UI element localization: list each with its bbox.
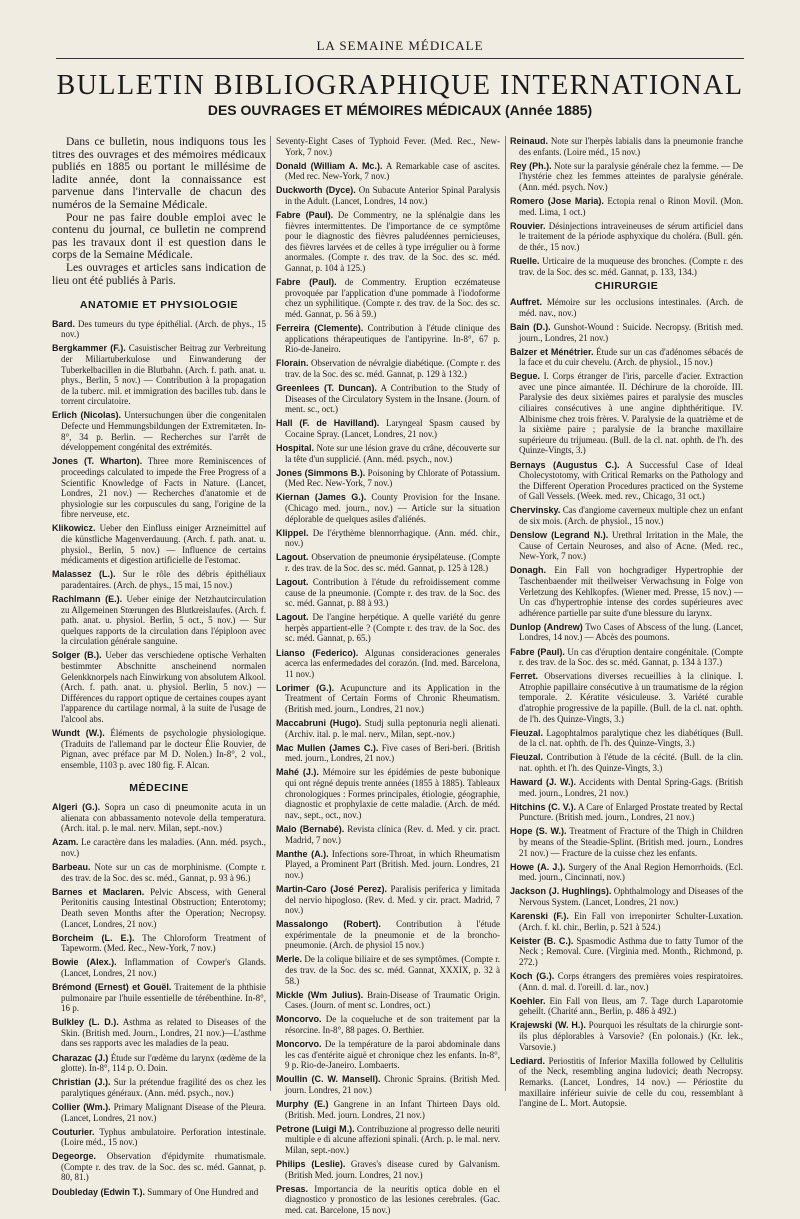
- bibliography-entry: [52, 862, 266, 883]
- entry-author: Lediard.: [510, 1055, 546, 1066]
- entry-author: Malo (Bernabé).: [276, 823, 345, 834]
- entry-text: Ueber den Einfluss einiger Arzneimittel auf die künstliche Magenverdauung. (Arch. f. path. anat. u. physiol., Berlin, 5 nov.) — Influence de certains médicaments et digestion artificielle de l'estomac.: [61, 523, 266, 566]
- bibliography-entry: [276, 468, 500, 489]
- entry-text: Inflammation of Cowper's Glands. (Lancet, Londres, 21 nov.): [61, 957, 266, 978]
- bibliography-entry: [510, 460, 743, 502]
- bibliography-entry: [276, 210, 500, 274]
- entry-author: Krajewski (W. H.).: [510, 1020, 586, 1031]
- bibliography-entry: [276, 1014, 500, 1035]
- bibliography-entry: [510, 371, 743, 456]
- entry-text: Traitement de la phthisie pulmonaire par l'huile essentielle de térébenthine. In-8°, 16 p.: [61, 981, 266, 1014]
- entry-author: Chervinsky.: [510, 505, 561, 516]
- entry-text: Asthma as related to Diseases of the Skin. (British med. Journ., Londres, 21 nov.)—L'asthme dans ses rapports avec les maladies de la peau.: [61, 1017, 266, 1049]
- bibliography-entry: [510, 565, 743, 618]
- entry-author: Romero (Jose Maria).: [510, 195, 604, 206]
- entry-author: Rey (Ph.).: [510, 160, 552, 171]
- bibliography-entry: [510, 862, 743, 883]
- bibliography-entry: [276, 443, 500, 464]
- entry-author: Ferret.: [510, 671, 539, 682]
- bibliography-entry: [510, 256, 743, 277]
- bibliography-entry: [52, 982, 266, 1014]
- entry-text: Pourquoi les résultats de la chirurgie sont-ils plus déplorables à Varsovie? (En polonais.) (Kr. lek., Varsovie.): [519, 1020, 743, 1052]
- entry-author: Auffret.: [510, 297, 542, 308]
- bibliography-entry: [52, 933, 266, 954]
- bibliography-entry: [510, 136, 743, 157]
- bibliography-entry: [276, 849, 500, 881]
- entry-text: Étude sur un cas d'adénomes sébacés de la face et du cuir chevelu. (Arch. de physiol., 15 nov.): [519, 346, 743, 368]
- entry-text: Contribution à l'étude de la cécité. (Bull. de la clin. nat. ophth. et l'h. des Quinze-Vingts, 3.): [519, 752, 743, 773]
- entry-text: De l'angine herpétique. A quelle variété du genre herpès appartient-elle ? (Compte r. des trav. de la Soc. des sc. méd. Gannat, p. 65.): [285, 612, 500, 644]
- running-head: LA SEMAINE MÉDICALE: [316, 38, 484, 53]
- bibliography-entry: [276, 919, 500, 951]
- entry-author: Azam.: [52, 837, 79, 848]
- entry-author: Koehler.: [510, 995, 546, 1006]
- entry-text: Gangrene in an Infant Thirteen Days old. (British. Med. journ. Londres, 21 nov.): [285, 1099, 500, 1120]
- bibliography-entry: [52, 1127, 266, 1148]
- intro-paragraph: Dans ce bulletin, nous indiquons tous les titres des ouvrages et des mémoires médicaux publiés en 1885 ou portant le millésime de ladite année, dont la connaissance est parvenue dans l'intervalle de chacun des numéros de la Semaine Médicale.: [52, 136, 266, 211]
- entry-text: On Subacute Anterior Spinal Paralysis in the Adult. (Lancet, Londres, 14 nov.): [285, 185, 501, 206]
- bibliography-entry: [276, 718, 500, 739]
- bibliography-entry: [510, 622, 743, 643]
- bibliography-entry: [510, 297, 743, 318]
- entry-author: Bowie (Alex.).: [52, 957, 117, 968]
- bibliography-entry: [52, 523, 266, 565]
- bibliography-entry: [510, 886, 743, 907]
- entry-author: Dunlop (Andrew): [510, 621, 583, 632]
- bibliography-entry: [276, 528, 500, 549]
- entry-author: Florain.: [276, 358, 309, 369]
- entry-author: Reinaud.: [510, 136, 549, 146]
- entry-author: Algeri (G.).: [52, 802, 101, 813]
- entry-author: Presas.: [276, 1183, 309, 1194]
- entry-author: Bulkley (L. D.).: [52, 1017, 119, 1028]
- column-2: [276, 136, 500, 1219]
- entry-author: Hope (S. W.).: [510, 826, 567, 837]
- entry-text: De la température de la paroi abdominale dans les cas d'entérite aiguë et chronique chez les enfants. In-8°, 9 p. Rio-de-Janeiro. Lombaerts.: [285, 1039, 500, 1071]
- entry-text: Le caractère dans les maladies. (Ann. méd. psych., nov.): [61, 837, 266, 858]
- entry-author: Mahé (J.).: [276, 767, 319, 778]
- entry-author: Fabre (Paul).: [276, 210, 334, 221]
- entry-author: Lagout.: [276, 552, 309, 563]
- entry-text: Poisoning by Chlorate of Potassium. (Med Rec. New-York, 7 nov.): [285, 467, 500, 489]
- entry-text: de Commentry. Eruption eczémateuse provoquée par l'application d'une pommade à l'iodoforme chez un syphilitique. (Compte r. des trav. de la Soc. des sc. méd. Gannat, p. 56 à 59.): [285, 277, 500, 319]
- entry-text: Seventy-Eight Cases of Typhoid Fever. (Med. Rec., New-York, 7 nov.): [276, 136, 500, 157]
- entry-author: Mac Mullen (James C.).: [276, 742, 379, 753]
- entry-author: Fabre (Paul).: [510, 646, 565, 657]
- entry-author: Fieuzal.: [510, 727, 544, 738]
- bibliography-entry: [276, 358, 500, 379]
- entry-text: Laryngeal Spasm caused by Cocaine Spray. (Lancet, Londres, 21 nov.): [285, 418, 500, 439]
- section-heading-chirurgie: CHIRURGIE: [594, 279, 659, 292]
- bibliography-entry: [276, 1074, 500, 1095]
- entry-author: Degeorge.: [52, 1151, 97, 1162]
- entry-text: Observation d'épidymite rhumatismale. (Compte r. des trav. de la Soc. des sc. méd. Gannat, p. 80, 81.): [61, 1151, 266, 1183]
- entry-author: Erlich (Nicolas).: [52, 410, 122, 421]
- entry-author: Borcheim (L. E.).: [52, 932, 135, 943]
- entry-author: Keister (B. C.).: [510, 935, 574, 946]
- entry-author: Ruelle.: [510, 255, 540, 266]
- bibliography-entry: [276, 185, 500, 206]
- entry-author: Collier (Wm.).: [52, 1101, 111, 1112]
- entry-author: Petrone (Luigi M.).: [276, 1123, 355, 1134]
- bibliography-entry: [52, 456, 266, 520]
- page-title: BULLETIN BIBLIOGRAPHIQUE INTERNATIONAL: [56, 70, 744, 101]
- entry-author: Malassez (L.).: [52, 569, 116, 580]
- bibliography-entry: [276, 323, 500, 355]
- entry-text: Contribuzione al progresso delle neuriti multiple e di alcune affezioni spinali. (Arch. p. le mal. nerv. Milan, sept.-nov.): [285, 1123, 500, 1155]
- entry-text: Contribution à l'étude expérimentale de la pneumonie et de la broncho-pneumonie. (Arch. de physiol 15 nov.): [285, 919, 500, 951]
- bibliography-entry: [52, 1053, 266, 1074]
- entry-text: Three more Reminiscences of proceedings calculated to impede the Free Progress of a Scientific Knowledge of Facts in Nature. (Lancet, Londres, 21 nov.) — Recherches d'anatomie et de physiologie sur les corpuscules du sang, l'origine de la fibre nerveuse, etc.: [61, 456, 267, 520]
- entry-author: Barbeau.: [52, 862, 91, 873]
- entry-author: Moullin (C. W. Mansell).: [276, 1074, 381, 1085]
- entry-text: A Care of Enlarged Prostate treated by Rectal Puncture. (British med. journ., Londres, 21 nov.): [519, 801, 743, 823]
- entry-author: Donald (William A. Mc.).: [276, 160, 383, 171]
- entry-text: Mémoire sur les épidémies de peste bubonique qui ont régné depuis trente années (1855 à 1885). Tableaux chronologiques : Formes principales, étiologie, géographie, diagnostic et prophylaxie de cette maladie. (Arch. de méd. nav., sept., oct., nov.): [285, 767, 500, 820]
- bibliography-entry: [276, 492, 500, 524]
- entry-text: Ueber einige der Netzhautcirculation zu Allgemeinen Stœrungen des Blutkreislaufes. (Arch. f. path. anat. u. physiol. Berlin, 5 oct., 5 nov.) — Sur quelques rapports de la circulation dans l'épiploon avec la circulation générale sanguine.: [61, 593, 266, 647]
- bibliography-entry: [510, 996, 743, 1017]
- entry-text: Lagophtalmos paralytique chez les diabétiques (Bull. de la cl. nat. ophth. de l'h. des Quinze-Vingts, 3.): [519, 727, 743, 749]
- entry-author: Greenlees (T. Duncan).: [276, 382, 377, 393]
- entry-author: Mickle (Wm Julius).: [276, 989, 364, 1000]
- entry-list: [510, 297, 743, 1108]
- bibliography-entry: [52, 802, 266, 834]
- header-rule: [56, 58, 744, 59]
- column-divider: [505, 136, 506, 1091]
- bibliography-entry: [52, 1017, 266, 1049]
- entry-text: Primary Malignant Disease of the Pleura. (Lancet, Londres, 21 nov.): [61, 1101, 266, 1123]
- entry-text: Sur la prétendue fragilité des os chez les paralytiques généraux. (Ann. méd. psych., nov.): [61, 1077, 266, 1098]
- intro-paragraph: Pour ne pas faire double emploi avec le contenu du journal, ce bulletin ne comprend pas les travaux dont il est question dans le corps de la Semaine Médicale.: [52, 211, 266, 262]
- intro-paragraph: Les ouvrages et articles sans indication de lieu ont été publiés à Paris.: [52, 261, 266, 287]
- bibliography-entry: [52, 569, 266, 590]
- entry-text: De la coqueluche et de son traitement par la résorcine. In-8°, 88 pages. O. Berthier.: [285, 1014, 500, 1036]
- entry-text: Corps étrangers des premières voies respiratoires. (Ann. d. mal. d. l'oreill. d. lar., nov.): [519, 971, 743, 992]
- bibliography-entry: [510, 911, 743, 932]
- bibliography-entry: [52, 1187, 266, 1198]
- entry-author: Christian (J.).: [52, 1077, 111, 1088]
- entry-author: Rachlmann (E.).: [52, 593, 123, 604]
- entry-text: Urticaire de la muqueuse des bronches. (Compte r. des trav. de la Soc. des sc. méd. Gannat, p. 133, 134.): [519, 255, 743, 277]
- entry-text: Paralisis periferica y limitada del nervio hipogloso. (Rev. d. Med. y cir. pract. Madrid, 7 nov.): [285, 883, 500, 916]
- entry-author: Bain (D.).: [510, 321, 551, 332]
- bibliography-entry: [510, 221, 743, 253]
- bibliography-entry: [510, 1056, 743, 1109]
- bibliography-entry: [52, 837, 266, 858]
- bibliography-entry: [276, 383, 500, 415]
- bibliography-entry: [510, 347, 743, 368]
- bibliography-entry: [276, 612, 500, 644]
- entry-text: Accidents with Dental Spring-Gags. (British med. journ., Londres, 21 nov.): [519, 777, 743, 798]
- bibliography-entry: [276, 824, 500, 845]
- entry-text: A Successful Case of Ideal Cholecystotomy, with Critical Remarks on the Pathology and the Different Operation Procedures practiced on the Systeme of Gall Vessels. (Week. med. rev., Chicago, 31 oct.): [519, 459, 743, 502]
- bibliography-entry: [510, 728, 743, 749]
- bibliography-entry: [276, 1159, 500, 1180]
- entry-text: Two Cases of Abscess of the lung. (Lancet, Londres, 14 nov.) — Abcès des poumons.: [519, 621, 743, 643]
- entry-text: Des tumeurs du type épithélial. (Arch. de phys., 15 nov.): [61, 318, 266, 340]
- bibliography-entry: [510, 752, 743, 773]
- entry-text: Note sur une lésion grave du crâne, découverte sur la tête d'un supplicié. (Ann. méd. psych., nov.): [285, 442, 500, 464]
- entry-author: Fabre (Paul).: [276, 277, 337, 288]
- entry-text: Désinjections intraveineuses de sérum artificiel dans le traitement de la période asphyxique du choléra. (Bull. gén. de thér., 15 nov.): [519, 220, 743, 252]
- bibliography-entry: [52, 887, 266, 929]
- bibliography-entry: [276, 277, 500, 319]
- bibliography-entry: [276, 767, 500, 820]
- bibliography-entry: [52, 650, 266, 724]
- entry-author: Doubleday (Edwin T.).: [52, 1186, 146, 1197]
- bibliography-entry: [52, 1151, 266, 1183]
- bibliography-entry: [276, 136, 500, 157]
- entry-author: Balzer et Ménétrier.: [510, 346, 594, 357]
- entry-author: Jackson (J. Hughlings).: [510, 886, 612, 897]
- bibliography-entry: [276, 954, 500, 986]
- bibliography-entry: [276, 1099, 500, 1120]
- entry-author: Charazac (J.): [52, 1052, 109, 1063]
- entry-text: Note sur l'herpès labialis dans la pneumonie franche des enfants. (Loire méd., 15 nov.): [519, 136, 743, 157]
- bibliography-entry: [276, 577, 500, 609]
- bibliography-entry: [510, 530, 743, 562]
- bibliography-entry: [276, 990, 500, 1011]
- bibliography-entry: [510, 161, 743, 193]
- column-divider: [270, 136, 271, 1091]
- entry-text: Algunas consideraciones generales acerca las enfermedades del corazón. (Ind. med. Barcelona, 11 nov.): [285, 647, 500, 679]
- bibliography-entry: [276, 1039, 500, 1071]
- entry-text: Ophthalmology and Diseases of the Nervous System. (Lancet, Londres, 21 nov.): [519, 886, 743, 907]
- entry-text: Studj sulla peptonuria negli alienati. (Archiv. ital. p. le mal. nerv., Milan, sept.-nov.): [285, 718, 500, 739]
- bibliography-entry: [52, 343, 266, 407]
- entry-author: Merle.: [276, 954, 303, 965]
- bibliography-entry: [52, 728, 266, 770]
- entry-text: Chronic Sprains. (British Med. journ. Londres, 21 nov.): [285, 1074, 500, 1095]
- entry-author: Couturier.: [52, 1126, 95, 1137]
- entry-text: Cas d'angiome caverneux multiple chez un enfant de six mois. (Arch. de physiol., 15 nov.): [519, 505, 743, 526]
- entry-author: Donagh.: [510, 565, 546, 576]
- column-3: [510, 136, 743, 1112]
- entry-text: Contribution à l'étude du refroidissement comme cause de la pneumonie. (Compte r. des trav. de la Soc. des sc. méd. Gannat, p. 88 à 93.): [285, 576, 500, 609]
- entry-text: Infections sore-Throat, in which Rheumatism Played, a Prominent Part (British. Med. journ. Londres, 21 nov.): [285, 848, 500, 880]
- bibliography-entry: [510, 505, 743, 526]
- entry-author: Begue.: [510, 371, 541, 382]
- entry-text: Pelvic Abscess, with General Peritonitis causing Intestinal Obstruction; Enterotomy; Death seven Months after the Operation; Necropsy. (Lancet, Londres, 21 nov.): [61, 886, 266, 929]
- entry-text: Typhus ambulatoire. Perforation intestinale. (Loire méd., 15 nov.): [61, 1126, 266, 1148]
- page-subtitle: DES OUVRAGES ET MÉMOIRES MÉDICAUX (Année 1885): [207, 102, 593, 118]
- section-heading-anatomie: ANATOMIE ET PHYSIOLOGIE: [79, 299, 239, 312]
- entry-text: Éléments de psychologie physiologique. (Traduits de l'allemand par le docteur Élie Rouvier, de Pignan, avec préface par M D. Nolen.) In-8°, 2 vol., ensemble, 1103 p. avec 180 fig. F. Alcan.: [61, 728, 266, 770]
- entry-text: Sopra un caso di pneumonite acuta in un alienata con abbassamento notevole della temperatura. (Arch. ital. p. le mal. nerv. Milan, sept.-nov.): [61, 802, 266, 834]
- entry-text: Revista clínica (Rev. d. Med. y cir. pract. Madrid, 7 nov.): [285, 823, 500, 845]
- entry-text: Observation de névralgie diabétique. (Compte r. des trav. de la Soc. des sc. méd. Gannat, p. 129 à 132.): [285, 358, 500, 379]
- bibliography-entry: [276, 648, 500, 680]
- entry-author: Koch (G.).: [510, 971, 555, 982]
- section-heading-medecine: MÉDECINE: [129, 782, 189, 795]
- entry-text: De la colique biliaire et de ses symptômes. (Compte r. des trav. de la Soc. des sc. méd. Gannat, XXXIX, p. 32 à 58.): [285, 954, 500, 986]
- entry-author: Massalongo (Robert).: [276, 919, 381, 930]
- entry-author: Lorimer (G.).: [276, 682, 335, 693]
- entry-text: Ein Fall von irreponirter Schulter-Luxation. (Arch. f. kl. chir., Berlin, p. 521 à 524.): [519, 911, 743, 932]
- entry-author: Bergkammer (F.).: [52, 343, 126, 354]
- entry-text: Mémoire sur les occlusions intestinales. (Arch. de méd. nav., nov.): [519, 297, 743, 318]
- entry-text: A Remarkable case of ascites. (Med rec. New-York, 7 nov.): [285, 160, 500, 182]
- entry-text: Sur le rôle des débris épithéliaux paradentaires. (Arch. de phys., 15 mai, 15 nov.): [61, 569, 266, 590]
- entry-text: Ein Fall von Ileus, am 7. Tage durch Laparotomie geheilt. (Charité ann., Berlin, p. 486 à 492.): [519, 995, 743, 1017]
- bibliography-entry: [510, 802, 743, 823]
- entry-author: Lagout.: [276, 576, 309, 587]
- entry-author: Manthe (A.).: [276, 848, 329, 859]
- entry-text: Ueber das verschiedene optische Verhalten bestimmter Abschnitte anscheinend normalen Gelenkknorpels nach Einwirkung von absolutem Alkool. (Arch. f. path. anat. u. physiol. Berlin, 5 nov.) —Différences du rapport optique de certaines coupes ayant l'apparence du cartilage normal, à la suite de l'usage de l'alcool abs.: [61, 650, 266, 724]
- entry-author: Bard.: [52, 318, 76, 329]
- bibliography-entry: [276, 1184, 500, 1216]
- entry-author: Brémond (Ernest) et Gouël.: [52, 981, 172, 992]
- entry-text: Spasmodic Asthma due to fatty Tumor of the Neck ; Removal. Cure. (Virginia med. Month., Richmond, p. 272.): [519, 935, 744, 967]
- entry-text: Treatment of Fracture of the Thigh in Children by means of the Steadie-Splint. (British med. journ., Londres 21 nov.) — Fracture de la cuisse chez les enfants.: [519, 826, 744, 858]
- entry-author: Maccabruni (Hugo).: [276, 718, 362, 729]
- entry-author: Klikowicz.: [52, 523, 96, 534]
- bibliography-entry: [52, 1077, 266, 1098]
- entry-author: Solger (B.).: [52, 650, 102, 661]
- entry-text: Observations diverses recueillies à la clinique. I. Atrophie papillaire consécutive à un traumatisme de la région temporale. 2. Kératite vésiculeuse. 3. Variété curable d'atrophie progressive de la papille. (Bull. de la cl. nat. ophth. de l'h. des Quinze-Vingts, 3.): [519, 671, 743, 724]
- entry-author: Jones (T. Wharton).: [52, 456, 143, 467]
- column-1: [52, 136, 266, 1201]
- bibliography-entry: [276, 884, 500, 916]
- entry-text: Untersuchungen über die congenitalen Defecte und Hemmungsbildungen der Extremitæten. In-8°, 34 p. Berlin. — Recherches sur l'arrêt de développement congénital des extrémités.: [61, 410, 266, 453]
- bibliography-entry: [52, 1102, 266, 1123]
- bibliography-entry: [510, 777, 743, 798]
- entry-text: Periostitis of Inferior Maxilla followed by Cellulitis of the Neck, resembling angina ludovici; death Necropsy. Remarks. (Lancet, Londres, 14 nov.) — Périostite du maxillaire inférieur suivie de celle du cou, ressemblant à l'angine de L. Mort. Autopsie.: [519, 1055, 743, 1109]
- entry-author: Haward (J. W.).: [510, 777, 577, 788]
- entry-list: [276, 136, 500, 1216]
- entry-author: Rouvier.: [510, 220, 546, 231]
- entry-author: Hitchins (C. V.).: [510, 801, 576, 812]
- entry-text: Graves's disease cured by Galvanism. (British Med. journ. Londres, 21 nov.): [285, 1159, 500, 1180]
- entry-text: Observation de pneumonie érysipélateuse. (Compte r. des trav. de la Soc. des sc. méd. Gannat, p. 125 à 128.): [285, 552, 500, 573]
- bibliography-entry: [276, 418, 500, 439]
- bibliography-entry: [510, 196, 743, 217]
- entry-author: Hall (F. de Havilland).: [276, 418, 380, 429]
- entry-text: De Commentry, ne la splénalgie dans les fièvres intermittentes. De l'importance de ce symptôme pour le diagnostic des fièvres paludéennes pernicieuses, des fièvres larvées et de celles à type irrégulier ou à forme anormales. (Compte r. des trav. de la Soc. des sc. méd. Gannat, p. 104 à 125.): [285, 210, 500, 274]
- entry-text: A Contribution to the Study of Diseases of the Circulatory System in the Insane. (Journ. of ment. sc., oct.): [285, 382, 500, 415]
- entry-text: County Provision for the Insane. (Chicago med. journ., nov.) — Article sur la situation déplorable de quelques asiles d'aliénés.: [285, 492, 500, 524]
- entry-list: [52, 802, 266, 1197]
- entry-text: Étude sur l'œdème du larynx (œdème de la glotte). In-8°, 114 p. O. Doin.: [61, 1052, 266, 1074]
- entry-author: Murphy (E.): [276, 1099, 329, 1110]
- entry-text: The Chloroform Treatment of Tapeworm. (Med. Rec., New-York, 7 nov.): [61, 932, 266, 954]
- bibliography-entry: [276, 161, 500, 182]
- entry-author: Howe (A. J.).: [510, 861, 566, 872]
- entry-author: Karenski (F.).: [510, 911, 569, 922]
- entry-text: Brain-Disease of Traumatic Origin. Cases. (Journ. of ment sc. Londres, oct.): [285, 989, 501, 1011]
- bibliography-entry: [510, 936, 743, 968]
- entry-text: Ectopia renal o Rinon Movil. (Mon. med. Lima, 1 oct.): [519, 195, 744, 217]
- entry-text: Five cases of Beri-beri. (British med. journ., Londres, 21 nov.): [285, 742, 500, 764]
- entry-text: Casuistischer Beitrag zur Verbreitung der Miliartuberkulose und Einwanderung der Tuberkelbacillen in die Blutbahn. (Arch. f. path. anat. u. phys., Berlin, 5 nov.) — Contribution à la propagation de la tuberc. mil. et immigration des bacilles tub. dans le torrent circulatoire.: [61, 343, 266, 407]
- entry-author: Hospital.: [276, 442, 315, 453]
- entry-text: I. Corps étranger de l'iris, parcelle d'acier. Extraction avec une pince aimantée. II. Déchirure de la choroïde. III. Paralysie des deux sixièmes paires et paralysie des muscles ciliaires consécutives à une angine diphthéritique. IV. Albinisme chez trois frères. V. Paralysie de la quatrième et de la sixième paire ; paralysie de la branche maxillaire supérieure du trijumeau. (Bull. de la cl. nat. ophth. de l'h. des Quinze-Vingts, 3.): [519, 371, 743, 456]
- entry-text: Gunshot-Wound : Suicide. Necropsy. (British med. journ., Londres, 21 nov.): [519, 321, 744, 343]
- entry-author: Barnes et Maclaren.: [52, 886, 145, 897]
- entry-text: Surgery of the Anal Region Hemorrhoids. (Ecl. med. journ., Cincinnati, nov.): [519, 861, 743, 883]
- bibliography-entry: [510, 1020, 743, 1052]
- entry-author: Fieuzal.: [510, 752, 544, 763]
- entry-author: Jones (Simmons B.).: [276, 467, 366, 478]
- entry-text: Importancia de la neuritis optica doble en el diagnostico y pronostico de las lesiones cerebrales. (Gac. med. cat. Barcelone, 15 nov.): [285, 1183, 500, 1215]
- bibliography-entry: [510, 322, 743, 343]
- entry-author: Denslow (Legrand N.).: [510, 530, 609, 541]
- entry-author: Lagout.: [276, 612, 309, 623]
- entry-author: Moncorvo.: [276, 1014, 322, 1025]
- entry-author: Wundt (W.).: [52, 728, 105, 739]
- entry-author: Lianso (Federico).: [276, 647, 359, 658]
- entry-text: Contribution à l'étude clinique des applications thérapeutiques de l'antipyrine. In-8°, 67 p. Rio-de-Janeiro.: [285, 323, 500, 355]
- bibliography-entry: [276, 552, 500, 573]
- entry-author: Klippel.: [276, 527, 309, 538]
- entry-author: Martin-Caro (José Perez).: [276, 883, 388, 894]
- entry-text: Urethral Irritation in the Male, the Cause of Certain Neuroses, and also of Acne. (Med. rec., New-York, 7 nov.): [519, 530, 743, 562]
- entry-author: Kiernan (James G.).: [276, 492, 367, 503]
- intro: [52, 136, 266, 287]
- entry-list: [52, 319, 266, 771]
- entry-author: Ferreira (Clemente).: [276, 323, 364, 333]
- entry-text: Ein Fall von hochgradiger Hypertrophie der Taschenbaender mit theilweiser Verwachsung in Folge von Verletzung des Kehlkopfes. (Wiener med. Presse, 15 nov.) — Un cas d'hypertrophie intense des cordes supérieures avec adhérence partielle par suite d'une blessure du larynx.: [519, 565, 743, 618]
- entry-author: Moncorvo.: [276, 1039, 322, 1050]
- entry-author: Bernays (Augustus C.).: [510, 459, 620, 470]
- entry-text: Acupuncture and its Application in the Treatment of Certain Forms of Chronic Rheumatism. (British med. journ., Londres, 21 nov.): [285, 682, 500, 714]
- entry-text: Summary of One Hundred and: [145, 1186, 259, 1197]
- bibliography-entry: [510, 647, 743, 668]
- bibliography-entry: [510, 671, 743, 724]
- bibliography-entry: [52, 957, 266, 978]
- entry-text: Un cas d'éruption dentaire congénitale. (Compte r. des trav. de la Soc. des sc. méd. Gannat, p. 134 à 137.): [519, 646, 743, 668]
- bibliography-entry: [510, 971, 743, 992]
- bibliography-entry: [52, 594, 266, 647]
- bibliography-entry: [510, 826, 743, 858]
- bibliography-entry: [276, 743, 500, 764]
- bibliography-entry: [52, 410, 266, 452]
- bibliography-entry: [52, 319, 266, 340]
- entry-author: Duckworth (Dyce).: [276, 185, 356, 196]
- entry-text: De l'érythème blennorrhagique. (Ann. méd. chir., nov.): [285, 527, 500, 549]
- entry-list: [510, 136, 743, 277]
- entry-text: Note sur un cas de morphinisme. (Compte r. des trav. de la Soc. des sc. méd., Gannat, p. 93 à 96.): [61, 862, 266, 883]
- entry-text: Note sur la paralysie générale chez la femme. — De l'hystérie chez les femmes atteintes de paralysie générale. (Ann. méd. psych. Nov.): [519, 160, 743, 192]
- entry-author: Philips (Leslie).: [276, 1159, 346, 1170]
- bibliography-entry: [276, 683, 500, 715]
